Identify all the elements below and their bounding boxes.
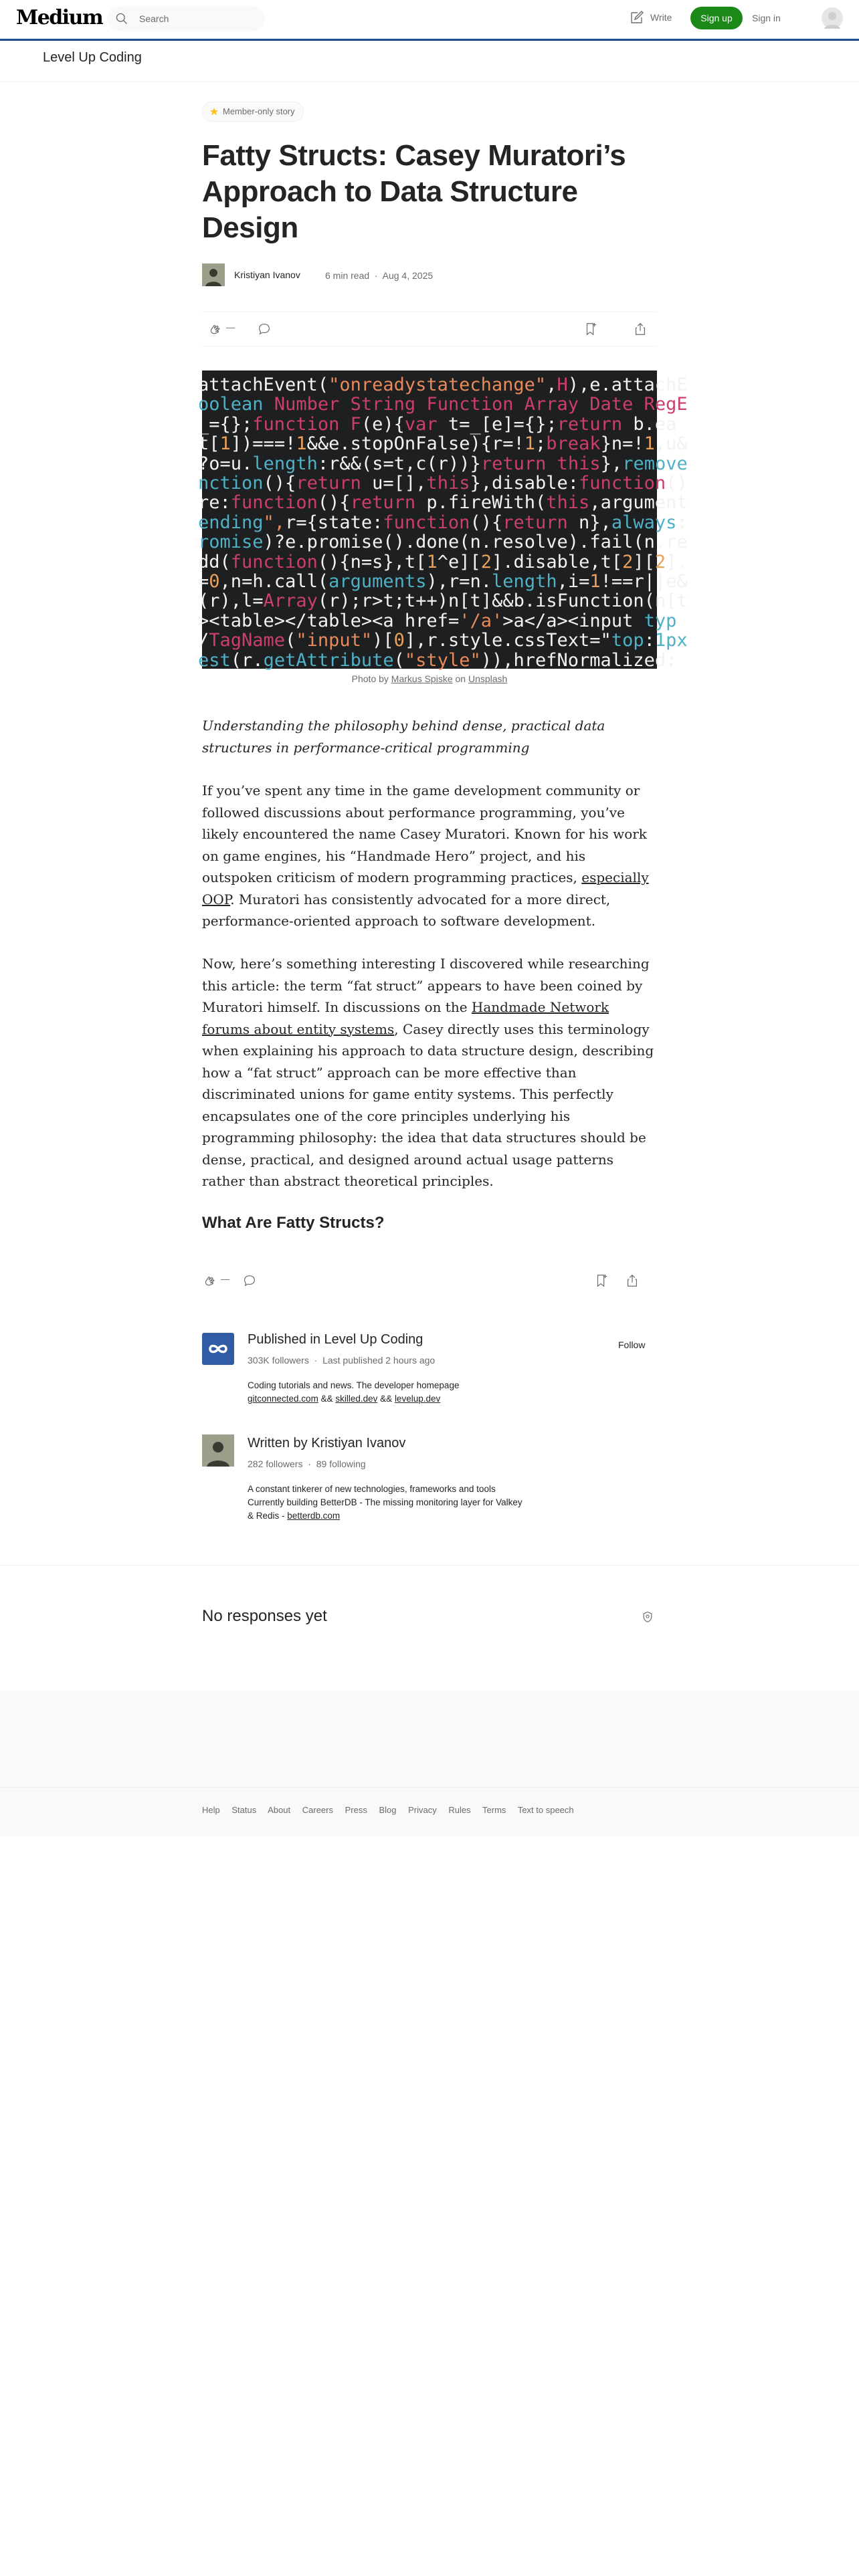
footer-link-press[interactable]: Press — [345, 1805, 367, 1815]
search-box[interactable] — [107, 6, 265, 31]
author-name[interactable]: Kristiyan Ivanov — [234, 270, 300, 280]
footer-link-terms[interactable]: Terms — [482, 1805, 506, 1815]
photographer-link[interactable]: Markus Spiske — [391, 673, 453, 684]
hero-code-image — [198, 370, 688, 671]
share-icon — [633, 322, 648, 336]
betterdb-link[interactable]: betterdb.com — [287, 1511, 341, 1521]
author-desc-line: Currently building BetterDB - The missing monitoring layer for Valkey — [248, 1497, 522, 1507]
user-avatar[interactable] — [822, 7, 843, 29]
section-divider — [0, 1565, 859, 1566]
author-description — [248, 1483, 595, 1523]
comment-icon — [257, 322, 272, 336]
share-icon — [625, 1273, 640, 1288]
unsplash-link[interactable]: Unsplash — [468, 673, 508, 684]
footer-link-status[interactable]: Status — [231, 1805, 257, 1815]
author-following[interactable]: 89 following — [316, 1459, 366, 1469]
clap-button-bottom[interactable] — [202, 1273, 217, 1291]
paragraph-2 — [202, 953, 657, 1192]
author-card-avatar[interactable] — [202, 1434, 234, 1467]
bookmark-button-bottom[interactable] — [594, 1273, 609, 1291]
publication-card-title[interactable]: Published in Level Up Coding — [248, 1332, 423, 1347]
meta-dot: · — [372, 270, 381, 281]
share-button[interactable] — [633, 322, 648, 340]
read-time: 6 min read — [325, 270, 370, 281]
separator: && — [380, 1394, 393, 1404]
bookmark-add-icon — [594, 1273, 609, 1288]
star-icon — [209, 107, 219, 116]
footer — [0, 1787, 859, 1836]
responses-guidelines-button[interactable] — [641, 1610, 654, 1627]
publication-card-meta — [248, 1355, 435, 1366]
author-card-title[interactable]: Written by Kristiyan Ivanov — [248, 1436, 406, 1451]
footer-link-careers[interactable]: Careers — [302, 1805, 333, 1815]
author-avatar[interactable] — [202, 263, 225, 286]
bookmark-button[interactable] — [583, 322, 598, 340]
clap-button[interactable] — [207, 322, 222, 340]
footer-link-help[interactable]: Help — [202, 1805, 220, 1815]
responses-title: No responses yet — [202, 1607, 327, 1625]
caption-prefix: Photo by — [351, 673, 389, 684]
hero-code-line: t[1])===!1&&e.stopOnFalse){r=!1;break}n=!1,u& — [198, 433, 688, 455]
paragraph-1-text: If you’ve spent any time in the game development community or followed discussions about performance programming, you’ve likely encountered the name Casey Muratori. Known for his work on game engines, his “Handmade Hero” project, and his outspoken criticism of modern programming practices, — [202, 782, 647, 885]
footer-link-blog[interactable]: Blog — [379, 1805, 397, 1815]
hero-code-line: attachEvent("onreadystatechange",H),e.attachE — [198, 374, 688, 395]
meta-dot: · — [311, 1355, 320, 1366]
levelup-link[interactable]: levelup.dev — [394, 1394, 441, 1404]
article-meta — [325, 270, 433, 281]
top-navigation-bar — [0, 0, 859, 39]
hero-code-line: dd(function(){n=s},t[1^e][2].disable,t[2][2]. — [198, 551, 688, 572]
clap-icon — [207, 322, 222, 336]
meta-dot: · — [305, 1459, 314, 1469]
comment-icon — [242, 1273, 257, 1288]
author-followers[interactable]: 282 followers — [248, 1459, 303, 1469]
skilled-link[interactable]: skilled.dev — [335, 1394, 378, 1404]
article-actions-bar — [202, 312, 657, 346]
hero-code-line: /TagName("input")[0],r.style.cssText="top:1px — [198, 630, 688, 651]
separator: && — [320, 1394, 333, 1404]
article-title: Fatty Structs: Casey Muratori’s Approach to Data Structure Design — [202, 139, 626, 244]
publish-date: Aug 4, 2025 — [382, 270, 434, 281]
footer-link-rules[interactable]: Rules — [448, 1805, 471, 1815]
write-label: Write — [650, 12, 672, 23]
comment-button-bottom[interactable] — [242, 1273, 257, 1291]
bookmark-add-icon — [583, 322, 598, 336]
publication-bar — [0, 39, 859, 82]
clap-icon — [202, 1273, 217, 1288]
footer-link-text-to-speech[interactable]: Text to speech — [517, 1805, 574, 1815]
follow-button[interactable]: Follow — [618, 1339, 646, 1350]
hero-code-line: (r),l=Array(r);r>t;t++)n[t]&&b.isFunction(n[t — [198, 591, 688, 612]
share-button-bottom[interactable] — [625, 1273, 640, 1291]
publication-followers[interactable]: 303K followers — [248, 1355, 309, 1366]
infinity-logo-icon — [202, 1333, 234, 1365]
publication-name[interactable]: Level Up Coding — [43, 50, 142, 65]
paragraph-2-text: Now, here’s something interesting I discovered while researching this article: the term “fat struct” appears to have been coined by Muratori himself. In discussions on the — [202, 956, 650, 1015]
article-actions-bar-bottom — [202, 1268, 657, 1295]
hero-code-line: romise)?e.promise().done(n.resolve).fail(n.re — [198, 532, 688, 553]
author-card-meta — [248, 1459, 366, 1469]
article-subtitle: Understanding the philosophy behind dense, practical data structures in performance-critical programming — [202, 718, 605, 756]
signin-link[interactable]: Sign in — [752, 13, 781, 23]
paragraph-1 — [202, 780, 657, 932]
clap-count: — — [226, 322, 235, 332]
search-icon — [115, 12, 128, 25]
hero-code-line: _={};function F(e){var t=_[e]={};return b.ea — [198, 413, 677, 435]
publication-logo[interactable] — [202, 1333, 234, 1365]
author-photo — [202, 263, 225, 286]
hero-code-line: re:function(){return p.fireWith(this,argument — [198, 492, 688, 514]
member-only-badge — [202, 102, 304, 122]
search-input[interactable]: Search — [139, 13, 169, 24]
oop-link[interactable]: especially OOP — [202, 869, 649, 907]
author-desc-line: & Redis - — [248, 1511, 285, 1521]
hero-code-line: oolean Number String Function Array Date RegE — [198, 394, 688, 415]
medium-logo[interactable]: Medium — [16, 6, 103, 29]
hero-code-line: ?o=u.length:r&&(s=t,c(r))}return this},remove — [198, 453, 688, 474]
gitconnected-link[interactable]: gitconnected.com — [248, 1394, 318, 1404]
paragraph-2-rest: , Casey directly uses this terminology when explaining his approach to data structure design, describing how a “fat struct” approach can be more effective than discriminated unions for game entity systems. This perfectly encapsulates one of the core principles underlying his programming philosophy: the idea that data structures should be dense, practical, and designed around actual usage patterns rather than abstract theoretical principles. — [202, 1021, 654, 1189]
section-heading: What Are Fatty Structs? — [202, 1214, 385, 1232]
hero-code-line: ending",r={state:function(){return n},always: — [198, 512, 688, 533]
footer-link-about[interactable]: About — [268, 1805, 291, 1815]
hero-code-line: nction(){return u=[],this},disable:function() — [198, 473, 688, 494]
comment-button[interactable] — [257, 322, 272, 340]
hero-code-line: ><table></table><a href='/a'>a</a><input typ — [198, 610, 677, 631]
user-icon — [822, 7, 843, 29]
author-row — [202, 263, 657, 288]
hero-code-line: est(r.getAttribute("style")),hrefNormalized: — [198, 649, 677, 671]
member-only-label: Member-only story — [223, 106, 295, 116]
caption-on: on — [455, 673, 466, 684]
footer-link-privacy[interactable]: Privacy — [408, 1805, 437, 1815]
clap-count-bottom: — — [221, 1274, 229, 1284]
paragraph-1-rest: . Muratori has consistently advocated for a more direct, performance-oriented approach to software development. — [202, 891, 611, 929]
shield-icon — [641, 1610, 654, 1624]
publication-desc-line: Coding tutorials and news. The developer homepage — [248, 1380, 460, 1390]
write-icon — [629, 9, 645, 25]
hero-code-line: =0,n=h.call(arguments),r=n.length,i=1!==r||e& — [198, 571, 688, 592]
image-caption — [202, 673, 657, 684]
signup-button[interactable]: Sign up — [690, 7, 743, 29]
author-photo — [202, 1434, 234, 1467]
publication-description — [248, 1379, 582, 1406]
handmade-network-link[interactable]: Handmade Network forums about entity systems — [202, 999, 609, 1037]
author-desc-line: A constant tinkerer of new technologies, frameworks and tools — [248, 1484, 496, 1494]
publication-last-published: Last published 2 hours ago — [322, 1355, 436, 1366]
footer-links — [202, 1805, 583, 1815]
